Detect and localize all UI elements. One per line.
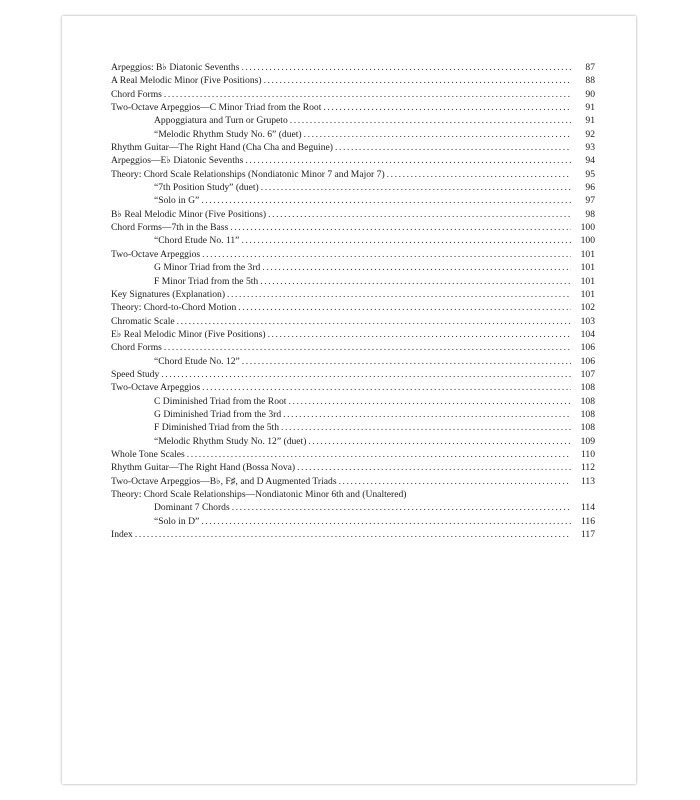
toc-entry-page: 91 (585, 102, 595, 114)
toc-entry-title: “Melodic Rhythm Study No. 12” (duet) (154, 435, 307, 447)
toc-entry (111, 221, 595, 234)
toc-entry-title: Chord Forms (111, 342, 162, 354)
dot-leader (241, 61, 571, 74)
dot-leader (288, 395, 571, 408)
toc-entry-title: Speed Study (111, 368, 160, 380)
toc-entry-page: 114 (580, 502, 595, 514)
toc-entry-title: “Chord Etude No. 12” (154, 355, 240, 367)
toc-entry-page: 91 (585, 115, 595, 127)
toc-entry-page: 88 (585, 75, 595, 87)
dot-leader (201, 515, 571, 528)
toc-entry (111, 208, 595, 221)
toc-entry-page: 100 (580, 222, 595, 234)
toc-entry-page: 94 (585, 155, 595, 167)
dot-leader (238, 301, 571, 314)
toc-entry-title: Whole Tone Scales (111, 448, 185, 460)
toc-entry-title: “Melodic Rhythm Study No. 6” (duet) (154, 128, 302, 140)
toc-entry-page: 87 (585, 62, 595, 73)
dot-leader (323, 101, 571, 114)
toc-entry-page: 101 (580, 275, 595, 287)
toc-entry-title: “Chord Etude No. 11” (154, 235, 240, 247)
dot-leader (268, 328, 571, 341)
dot-leader (260, 275, 571, 288)
toc-entry (111, 475, 595, 488)
toc-entry (111, 181, 595, 194)
toc-entry-page: 98 (585, 208, 595, 220)
toc-entry-title: Index (111, 529, 133, 541)
toc-entry-title: Chromatic Scale (111, 315, 175, 327)
toc-entry-page: 95 (585, 168, 595, 180)
toc-entry-page: 106 (580, 342, 595, 354)
toc-entry-page: 110 (580, 448, 595, 460)
toc-entry-page: 96 (585, 182, 595, 194)
dot-leader (290, 114, 571, 127)
toc-entry-title: Two-Octave Arpeggios (111, 382, 201, 394)
toc-entry (111, 301, 595, 314)
toc-entry (111, 141, 595, 154)
toc-entry-page: 113 (580, 475, 595, 487)
dot-leader (242, 355, 571, 368)
toc-entry-title: Theory: Chord Scale Relationships (Nondiatonic Minor 7 and Major 7) (111, 168, 385, 180)
toc-entry (111, 114, 595, 127)
toc-entry-page: 93 (585, 142, 595, 154)
toc-entry-page: 108 (580, 408, 595, 420)
toc-entry-page: 108 (580, 422, 595, 434)
toc-entry-page: 116 (580, 515, 595, 527)
toc-entry-title: G Diminished Triad from the 3rd (154, 408, 282, 420)
toc-entry (111, 395, 595, 408)
toc-entry-page: 106 (580, 355, 595, 367)
toc-entry-title: “7th Position Study” (duet) (154, 182, 259, 194)
toc-entry-title: F Minor Triad from the 5th (154, 275, 259, 287)
dot-leader (268, 208, 571, 221)
toc-entry-title: Key Signatures (Explanation) (111, 288, 226, 300)
toc-entry-title: Rhythm Guitar—The Right Hand (Cha Cha and Beguine) (111, 142, 333, 154)
toc-entry (111, 154, 595, 167)
toc-entry (111, 368, 595, 381)
toc-entry (111, 315, 595, 328)
toc-entry-page: 104 (580, 328, 595, 340)
toc-entry-page: 90 (585, 88, 595, 100)
toc-entry-title: Two-Octave Arpeggios—B♭, F♯, and D Augmented Triads (111, 475, 337, 487)
dot-leader (281, 421, 571, 434)
toc-entry-title: Rhythm Guitar—The Right Hand (Bossa Nova) (111, 462, 296, 474)
toc-entry (111, 288, 595, 301)
toc-entry (111, 328, 595, 341)
toc-entry-page: 92 (585, 128, 595, 140)
dot-leader (161, 368, 571, 381)
toc-entry-page: 101 (580, 248, 595, 260)
toc-entry-title: Two-Octave Arpeggios (111, 248, 201, 260)
table-of-contents (111, 61, 595, 541)
toc-entry (111, 408, 595, 421)
toc-entry-title: B♭ Real Melodic Minor (Five Positions) (111, 208, 267, 220)
dot-leader (304, 128, 571, 141)
toc-entry-page: 97 (585, 195, 595, 207)
dot-leader (387, 168, 571, 181)
toc-entry (111, 128, 595, 141)
toc-entry (111, 421, 595, 434)
toc-entry (111, 168, 595, 181)
toc-entry (111, 341, 595, 354)
toc-entry-title: Arpeggios: B♭ Diatonic Sevenths (111, 62, 240, 73)
toc-entry-title: Chord Forms—7th in the Bass (111, 222, 229, 234)
document-page (62, 16, 636, 784)
dot-leader (262, 261, 571, 274)
toc-entry-title: Theory: Chord-to-Chord Motion (111, 302, 237, 314)
toc-entry-title: “Solo in D” (154, 515, 200, 527)
toc-entry (111, 488, 595, 501)
toc-entry-title: F Diminished Triad from the 5th (154, 422, 279, 434)
toc-entry (111, 448, 595, 461)
toc-entry (111, 88, 595, 101)
toc-entry-page: 107 (580, 368, 595, 380)
dot-leader (232, 501, 571, 514)
toc-entry-title: E♭ Real Melodic Minor (Five Positions) (111, 328, 266, 340)
dot-leader (187, 448, 571, 461)
toc-entry-page: 108 (580, 382, 595, 394)
toc-entry-title: Arpeggios—E♭ Diatonic Sevenths (111, 155, 244, 167)
toc-entry-title: A Real Melodic Minor (Five Positions) (111, 75, 262, 87)
toc-entry-page: 101 (580, 262, 595, 274)
toc-entry (111, 461, 595, 474)
dot-leader (283, 408, 571, 421)
dot-leader (135, 528, 571, 541)
toc-entry (111, 528, 595, 541)
toc-entry (111, 275, 595, 288)
toc-entry-page: 100 (580, 235, 595, 247)
dot-leader (164, 341, 571, 354)
dot-leader (202, 381, 571, 394)
toc-entry-page: 108 (580, 395, 595, 407)
toc-entry (111, 501, 595, 514)
dot-leader (264, 74, 571, 87)
dot-leader (227, 288, 571, 301)
toc-entry (111, 381, 595, 394)
toc-entry-title: Theory: Chord Scale Relationships—Nondiatonic Minor 6th and (Unaltered) (111, 489, 407, 500)
dot-leader (245, 154, 571, 167)
toc-entry (111, 74, 595, 87)
toc-entry-title: Appoggiatura and Turn or Grupeto (154, 115, 288, 127)
toc-entry-title: G Minor Triad from the 3rd (154, 262, 261, 274)
toc-entry (111, 248, 595, 261)
toc-entry (111, 355, 595, 368)
toc-entry-title: C Diminished Triad from the Root (154, 395, 287, 407)
toc-entry-page: 109 (580, 435, 595, 447)
toc-entry-page: 112 (580, 462, 595, 474)
dot-leader (261, 181, 571, 194)
toc-entry (111, 234, 595, 247)
dot-leader (201, 194, 571, 207)
dot-leader (241, 234, 571, 247)
toc-entry-page: 102 (580, 302, 595, 314)
toc-entry (111, 435, 595, 448)
toc-entry (111, 194, 595, 207)
dot-leader (202, 248, 571, 261)
dot-leader (230, 221, 571, 234)
toc-entry (111, 61, 595, 74)
toc-entry-page: 117 (580, 529, 595, 541)
toc-entry (111, 101, 595, 114)
toc-entry-title: Two-Octave Arpeggios—C Minor Triad from the Root (111, 102, 322, 114)
dot-leader (335, 141, 571, 154)
toc-entry (111, 515, 595, 528)
toc-entry-title: Dominant 7 Chords (154, 502, 230, 514)
dot-leader (177, 315, 571, 328)
dot-leader (164, 88, 571, 101)
dot-leader (297, 461, 571, 474)
toc-entry (111, 261, 595, 274)
toc-entry-page: 101 (580, 288, 595, 300)
dot-leader (308, 435, 571, 448)
toc-entry-title: “Solo in G” (154, 195, 200, 207)
dot-leader (339, 475, 571, 488)
toc-entry-page: 103 (580, 315, 595, 327)
toc-entry-title: Chord Forms (111, 88, 162, 100)
